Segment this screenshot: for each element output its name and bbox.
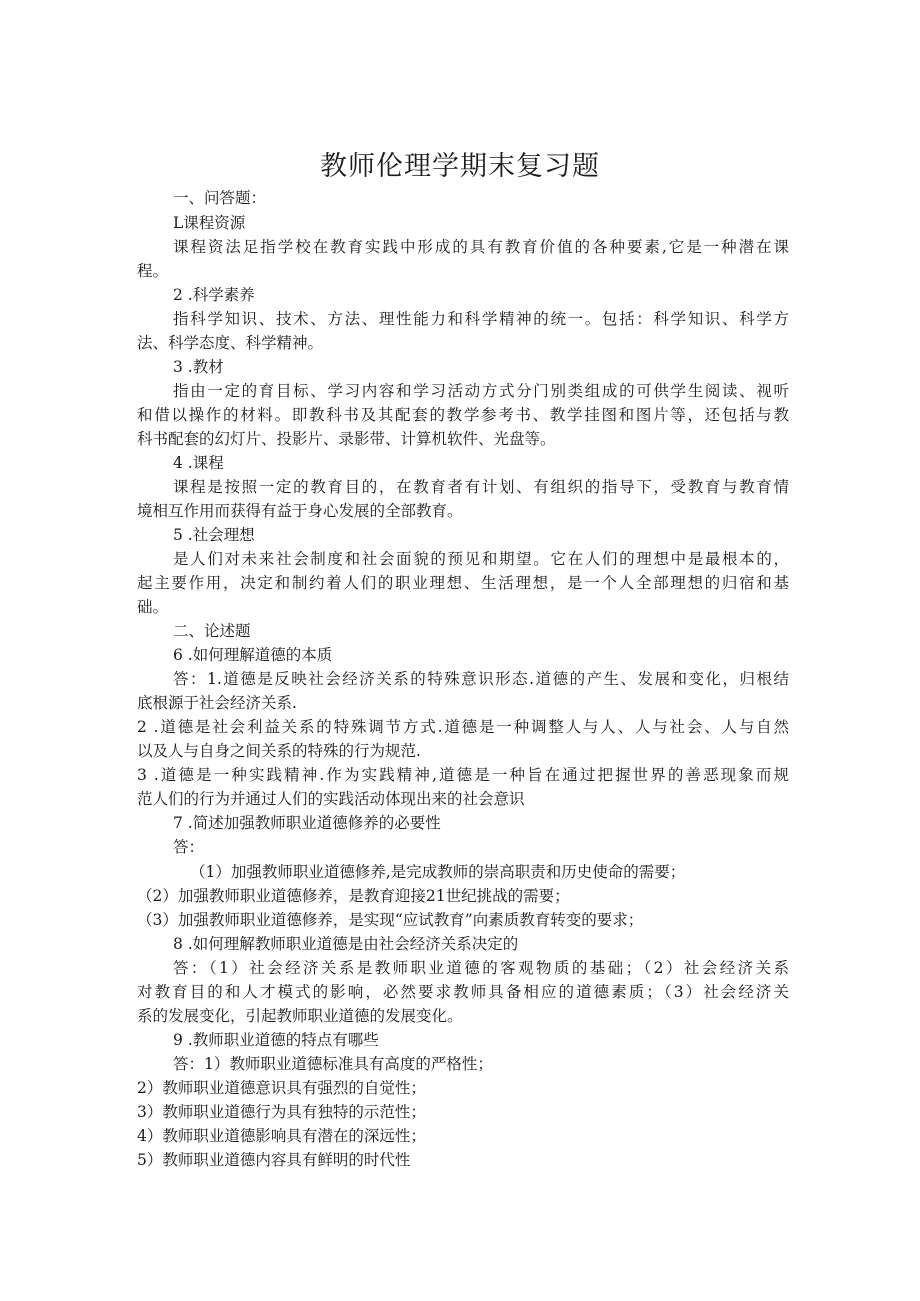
answer-line: 答：1）教师职业道德标准具有高度的严格性；: [173, 1055, 493, 1073]
paragraph-line: 法、科学态度、科学精神。: [137, 334, 324, 352]
page-title: 教师伦理学期末复习题: [320, 151, 600, 182]
paragraph-line: 和借以操作的材料。即教科书及其配套的教学参考书、教学挂图和图片等，还包括与教: [137, 406, 789, 424]
answer-line: 4）教师职业道德影响具有潜在的深远性；: [137, 1127, 426, 1145]
section-heading: 二、论述题: [173, 622, 251, 640]
paragraph-line: 起主要作用，决定和制约着人们的职业理想、生活理想，是一个人全部理想的归宿和基: [137, 574, 789, 592]
question-heading: 9 .教师职业道德的特点有哪些: [173, 1031, 379, 1049]
term-heading: L课程资源: [173, 214, 246, 232]
answer-line: 5）教师职业道德内容具有鲜明的时代性: [137, 1151, 411, 1169]
question-heading: 7 .简述加强教师职业道德修养的必要性: [173, 814, 441, 832]
paragraph-line: 3 .道德是一种实践精神.作为实践精神,道德是一种旨在通过把握世界的善恶现象而规: [137, 766, 789, 784]
paragraph-line: 以及人与自身之间关系的特殊的行为规范.: [137, 742, 421, 760]
answer-line: （2）加强教师职业道德修养，是教育迎接21世纪挑战的需要；: [137, 887, 570, 905]
term-heading: 4 .课程: [173, 454, 224, 472]
paragraph-line: 系的发展变化，引起教师职业道德的发展变化。: [137, 1007, 463, 1025]
paragraph-line: 础。: [137, 598, 169, 616]
term-heading: 3 .教材: [173, 358, 224, 376]
paragraph-line: 课程资法足指学校在教育实践中形成的具有教育价值的各种要素,它是一种潜在课: [173, 238, 789, 256]
paragraph-line: 对教育目的和人才模式的影响，必然要求教师具备相应的道德素质；（3）社会经济关: [137, 983, 789, 1001]
paragraph-line: 答：（1）社会经济关系是教师职业道德的客观物质的基础；（2）社会经济关系: [173, 959, 789, 977]
answer-label: 答：: [173, 838, 205, 856]
paragraph-line: 答：1.道德是反映社会经济关系的特殊意识形态.道德的产生、发展和变化，归根结: [173, 670, 789, 688]
answer-line: （3）加强教师职业道德修养，是实现“应试教育”向素质教育转变的要求；: [137, 911, 644, 929]
answer-line: 2）教师职业道德意识具有强烈的自觉性；: [137, 1079, 426, 1097]
question-heading: 6 .如何理解道德的本质: [173, 646, 333, 664]
paragraph-line: 境相互作用而获得有益于身心发展的全部教育。: [137, 502, 463, 520]
paragraph-line: 科书配套的幻灯片、投影片、录影带、计算机软件、光盘等。: [137, 430, 556, 448]
section-heading: 一、问答题：: [173, 189, 267, 207]
paragraph-line: 底根源于社会经济关系.: [137, 694, 297, 712]
paragraph-line: 指由一定的育目标、学习内容和学习活动方式分门别类组成的可供学生阅读、视听: [173, 382, 789, 400]
paragraph-line: 指科学知识、技术、方法、理性能力和科学精神的统一。包括：科学知识、科学方: [173, 310, 789, 328]
paragraph-line: 范人们的行为并通过人们的实践活动体现出来的社会意识: [137, 790, 525, 808]
paragraph-line: 课程是按照一定的教育目的，在教育者有计划、有组织的指导下，受教育与教育情: [173, 478, 789, 496]
term-heading: 2 .科学素养: [173, 286, 255, 304]
question-heading: 8 .如何理解教师职业道德是由社会经济关系决定的: [173, 935, 519, 953]
answer-line: 3）教师职业道德行为具有独特的示范性；: [137, 1103, 426, 1121]
answer-line: （1）加强教师职业道德修养,是完成教师的崇高职责和历史使命的需要；: [190, 863, 686, 881]
term-heading: 5 .社会理想: [173, 526, 255, 544]
paragraph-line: 程。: [137, 262, 169, 280]
paragraph-line: 是人们对未来社会制度和社会面貌的预见和期望。它在人们的理想中是最根本的，: [173, 550, 789, 568]
paragraph-line: 2 .道德是社会利益关系的特殊调节方式.道德是一种调整人与人、人与社会、人与自然: [137, 718, 789, 736]
